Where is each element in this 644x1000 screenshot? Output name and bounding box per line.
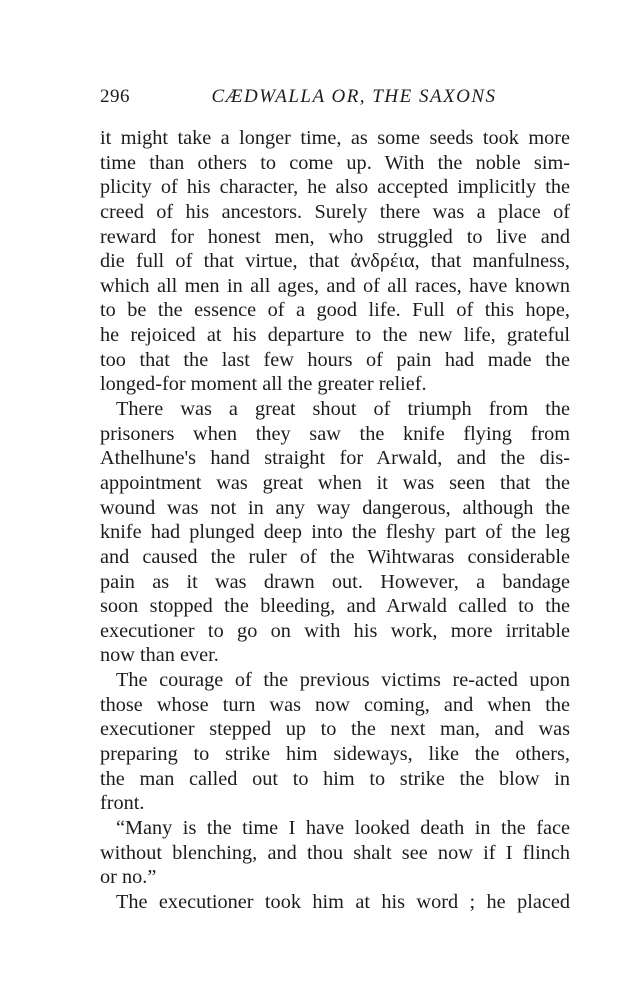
text-line: executioner stepped up to the next man, and was — [100, 718, 570, 741]
text-line: without blenching, and thou shalt see now if I flinch — [100, 841, 570, 864]
text-line: which all men in all ages, and of all races, have known — [100, 274, 570, 297]
text-line: soon stopped the bleeding, and Arwald called to the — [100, 595, 570, 618]
text-line: to be the essence of a good life. Full of this hope, — [100, 299, 570, 322]
text-line: time than others to come up. With the noble sim- — [100, 151, 570, 174]
text-line: he rejoiced at his departure to the new life, grateful — [100, 324, 570, 347]
paragraph — [100, 816, 570, 890]
text-line: those whose turn was now coming, and when the — [100, 693, 570, 716]
text-line: preparing to strike him sideways, like the others, — [100, 743, 570, 766]
text-line: “Many is the time I have looked death in the face — [116, 816, 570, 839]
text-line: creed of his ancestors. Surely there was a place of — [100, 200, 570, 223]
running-title: CÆDWALLA OR, THE SAXONS — [211, 86, 497, 107]
text-line: it might take a longer time, as some seeds took more — [100, 127, 570, 149]
text-line: Athelhune's hand straight for Arwald, and the dis- — [100, 447, 570, 470]
body-text — [100, 126, 570, 915]
text-line: now than ever. — [100, 644, 219, 667]
text-line: pain as it was drawn out. However, a bandage — [100, 570, 570, 593]
text-line: prisoners when they saw the knife flying from — [100, 422, 570, 445]
text-line: The executioner took him at his word ; he placed — [116, 890, 570, 913]
page-number: 296 — [100, 86, 130, 107]
text-line: front. — [100, 792, 145, 815]
paragraph — [100, 668, 570, 816]
text-line: appointment was great when it was seen that the — [100, 471, 570, 494]
text-line: There was a great shout of triumph from the — [116, 398, 570, 421]
text-line: die full of that virtue, that ἀνδρέια, that manfulness, — [100, 250, 570, 273]
paragraph — [100, 890, 570, 915]
running-head — [100, 86, 570, 116]
text-line: The courage of the previous victims re-acted upon — [116, 669, 570, 692]
text-line: reward for honest men, who struggled to live and — [100, 225, 570, 248]
paragraph — [100, 126, 570, 397]
text-line: too that the last few hours of pain had made the — [100, 348, 570, 371]
text-line: longed-for moment all the greater relief. — [100, 373, 427, 396]
text-line: plicity of his character, he also accepted implicitly the — [100, 176, 570, 199]
text-line: and caused the ruler of the Wihtwaras considerable — [100, 545, 570, 568]
text-line: executioner to go on with his work, more irritable — [100, 619, 570, 642]
text-line: wound was not in any way dangerous, although the — [100, 496, 570, 519]
text-line: or no.” — [100, 866, 157, 889]
paragraph — [100, 397, 570, 668]
text-line: the man called out to him to strike the blow in — [100, 767, 570, 790]
text-line: knife had plunged deep into the fleshy part of the leg — [100, 521, 570, 544]
